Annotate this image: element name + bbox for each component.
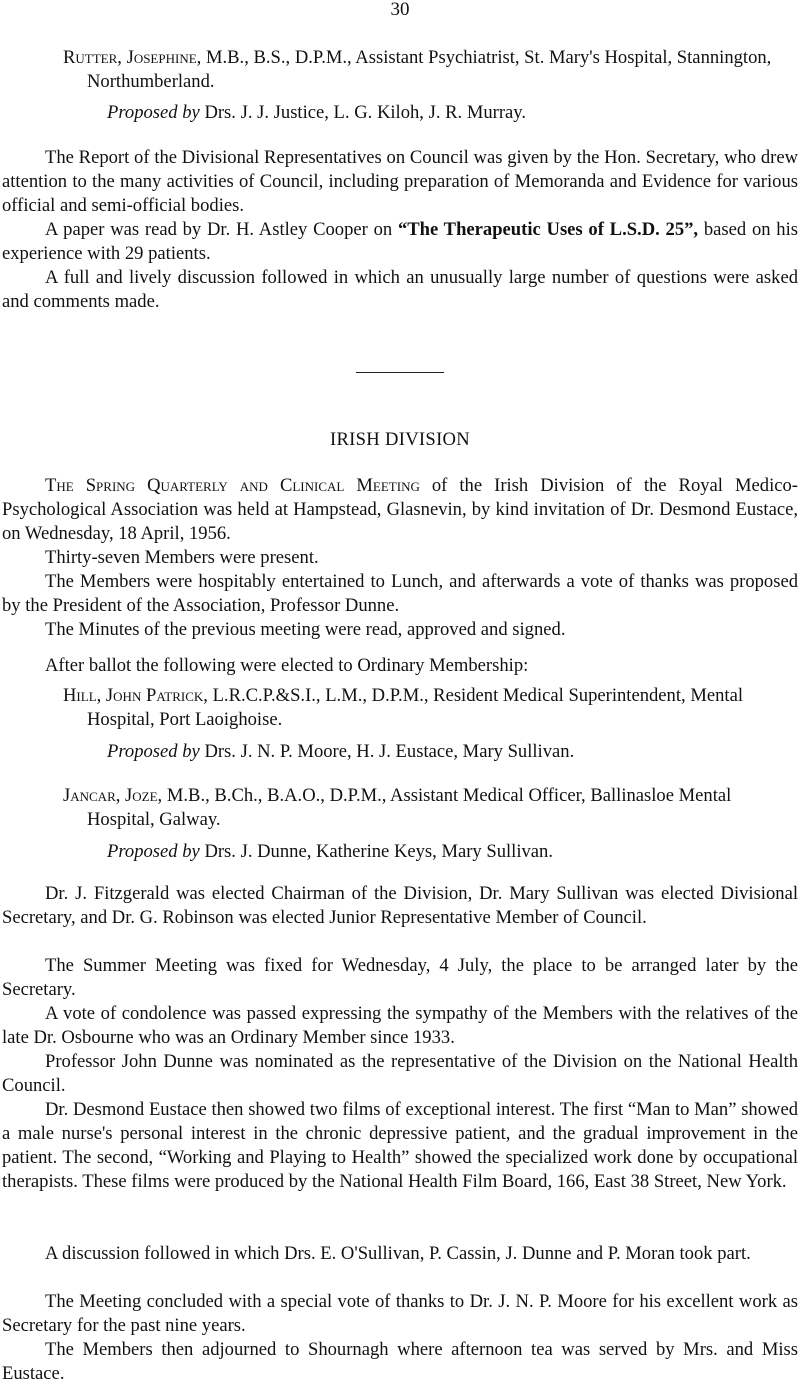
proposed-label: Proposed by bbox=[107, 841, 200, 862]
paper-title: “The Therapeutic Uses of L.S.D. 25”, bbox=[397, 219, 699, 240]
paragraph-minutes: The Minutes of the previous meeting were read, approved and signed. bbox=[45, 619, 566, 640]
candidate-name: Rutter, Josephine, bbox=[63, 47, 202, 68]
paragraph-thanks: The Meeting concluded with a special vote of thanks to Dr. J. N. P. Moore for his excellent work as Secretary for the past nine years. bbox=[2, 1291, 798, 1336]
paragraph-elections: Dr. J. Fitzgerald was elected Chairman of the Division, Dr. Mary Sullivan was elected Divisional Secretary, and Dr. G. Robinson was elected Junior Representative Member of Council. bbox=[2, 883, 798, 928]
proposed-label: Proposed by bbox=[107, 102, 200, 123]
candidate-entry-hill bbox=[63, 684, 800, 732]
paragraph-paper bbox=[2, 218, 798, 266]
candidate-name: Jancar, Joze, bbox=[63, 785, 163, 806]
proposed-names: Drs. J. Dunne, Katherine Keys, Mary Sullivan. bbox=[204, 841, 554, 862]
proposed-by-line bbox=[107, 840, 553, 864]
paragraph-summer-meeting: The Summer Meeting was fixed for Wednesday, 4 July, the place to be arranged later by the Secretary. bbox=[2, 955, 798, 1000]
page-number: 30 bbox=[390, 0, 410, 20]
proposed-label: Proposed by bbox=[107, 741, 200, 762]
candidate-entry-jancar bbox=[63, 784, 800, 832]
candidate-details: L.R.C.P.&S.I., L.M., D.P.M., Resident Medical Superintendent, Mental Hospital, Port Laoighoise. bbox=[87, 685, 743, 730]
section-divider bbox=[356, 372, 444, 373]
paragraph-adjourned: The Members then adjourned to Shournagh where afternoon tea was served by Mrs. and Miss Eustace. bbox=[2, 1339, 798, 1384]
paragraph-nomination: Professor John Dunne was nominated as the representative of the Division on the National Health Council. bbox=[2, 1051, 798, 1096]
proposed-by-line bbox=[107, 740, 574, 764]
candidate-name: Hill, John Patrick, bbox=[63, 685, 208, 706]
paragraph-present: Thirty-seven Members were present. bbox=[45, 547, 319, 568]
meeting-title: The Spring Quarterly and Clinical Meeting bbox=[45, 475, 420, 496]
paragraph-condolence: A vote of condolence was passed expressing the sympathy of the Members with the relatives of the late Dr. Osbourne who was an Ordinary Member since 1933. bbox=[2, 1003, 798, 1048]
paragraph-films: Dr. Desmond Eustace then showed two films of exceptional interest. The first “Man to Man” showed a male nurse's personal interest in the chronic depressive patient, and the gradual improvement in the patient. The second, “Working and Playing to Health” showed the specialized work done by occupational therapists. These films were produced by the National Health Film Board, 166, East 38 Street, New York. bbox=[2, 1099, 798, 1192]
paragraph-ballot: After ballot the following were elected to Ordinary Membership: bbox=[45, 655, 529, 676]
intro-text: of the Irish Division of the Royal Medico-Psychological Association was held at Hampstead, Glasnevin, by kind invitation of Dr. Desmond Eustace, on Wednesday, 18 April, 1956. bbox=[2, 475, 798, 544]
section-heading: IRISH DIVISION bbox=[329, 429, 471, 450]
paragraph-lunch: The Members were hospitably entertained to Lunch, and afterwards a vote of thanks was proposed by the President of the Association, Professor Dunne. bbox=[2, 571, 798, 616]
paragraph-report: The Report of the Divisional Representatives on Council was given by the Hon. Secretary, who drew attention to the many activities of Council, including preparation of Memoranda and Evidence for various official and semi-official bodies. bbox=[2, 147, 798, 216]
proposed-names: Drs. J. J. Justice, L. G. Kiloh, J. R. Murray. bbox=[204, 102, 527, 123]
paper-text-after: based on his experience with 29 patients. bbox=[2, 219, 799, 264]
proposed-by-line bbox=[107, 101, 526, 125]
proposed-names: Drs. J. N. P. Moore, H. J. Eustace, Mary Sullivan. bbox=[204, 741, 575, 762]
candidate-entry-rutter bbox=[63, 46, 800, 94]
paper-text-before: A paper was read by Dr. H. Astley Cooper on bbox=[45, 219, 393, 240]
candidate-details: M.B., B.Ch., B.A.O., D.P.M., Assistant Medical Officer, Ballinasloe Mental Hospital, Galway. bbox=[87, 785, 732, 830]
candidate-details: M.B., B.S., D.P.M., Assistant Psychiatrist, St. Mary's Hospital, Stannington, Northumberland. bbox=[87, 47, 772, 92]
paragraph-intro bbox=[2, 474, 798, 546]
paragraph-discussion: A full and lively discussion followed in which an unusually large number of questions were asked and comments made. bbox=[2, 267, 798, 312]
paragraph-discussion-irish: A discussion followed in which Drs. E. O'Sullivan, P. Cassin, J. Dunne and P. Moran took part. bbox=[45, 1243, 751, 1264]
